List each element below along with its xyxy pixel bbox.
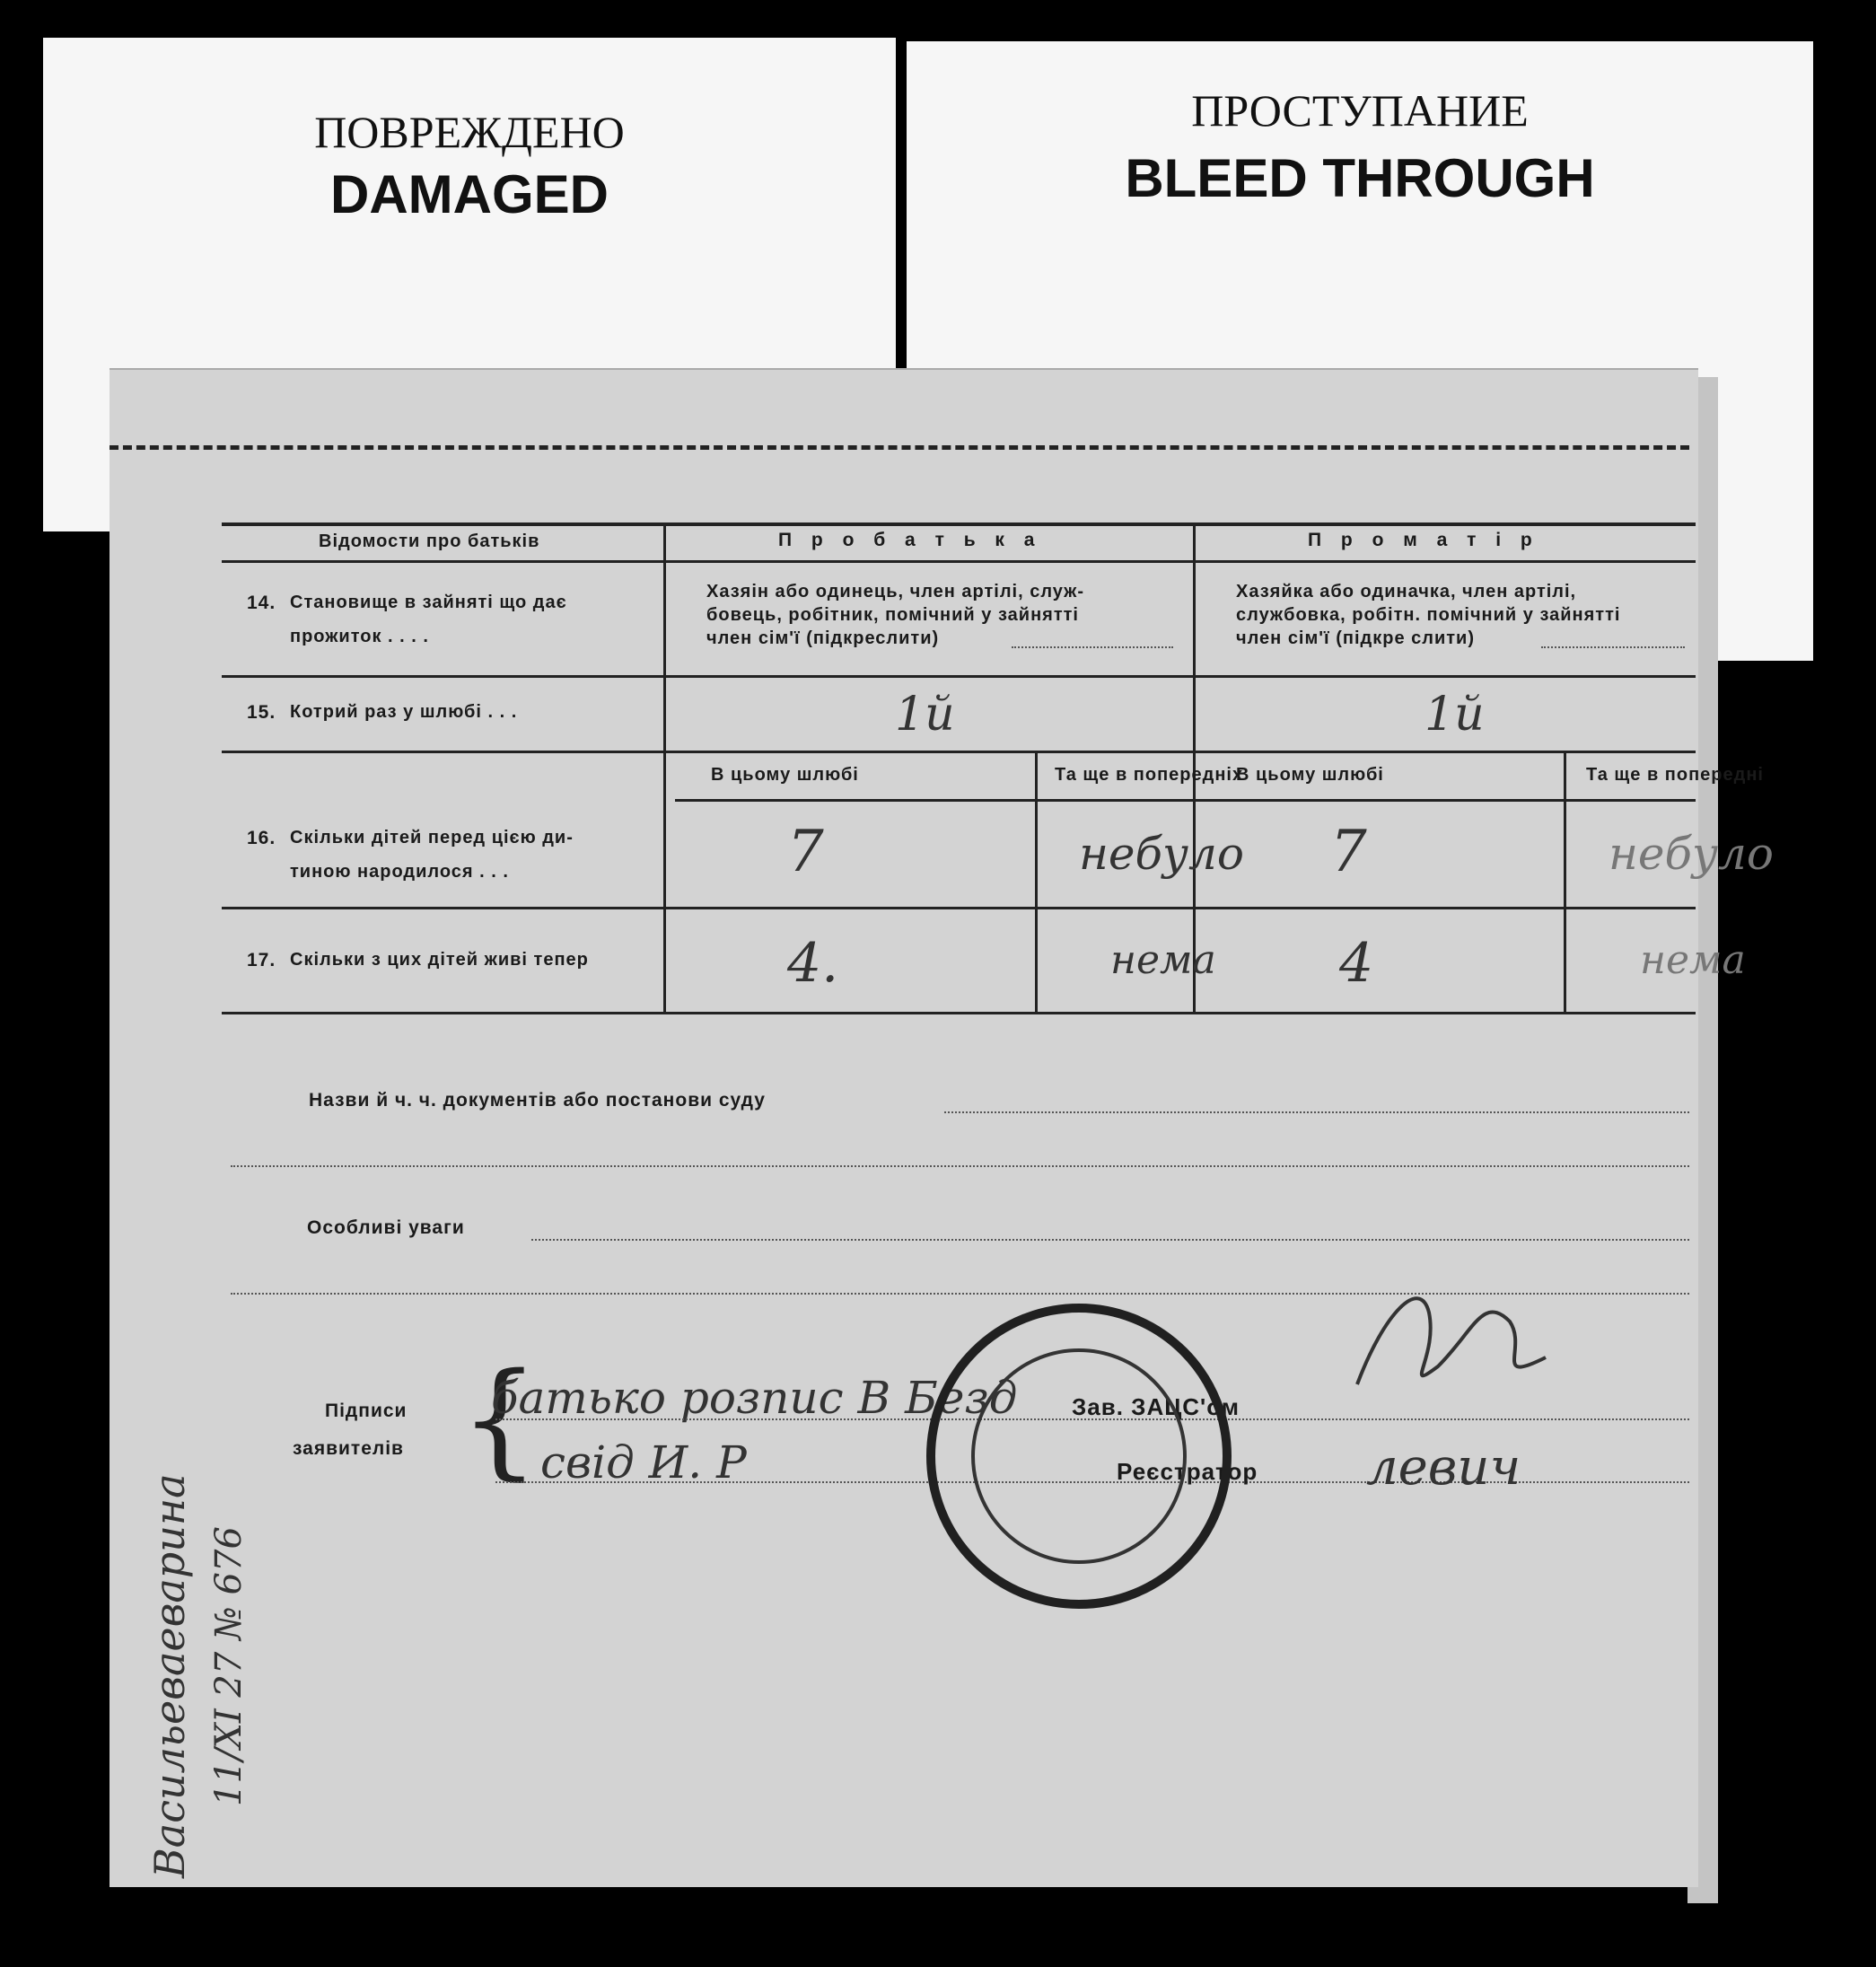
signatures-label-line2: заявителів [293,1438,404,1459]
row17-mother-this: 4 [1339,932,1374,995]
zags-head-label: Зав. ЗАЦС'ом [1072,1393,1240,1420]
header-about-mother: П р о м а т і р [1308,530,1539,550]
subheader-father-previous: Та ще в попередніх [1055,765,1244,785]
header-parents-info: Відомости про батьків [319,531,540,551]
official-round-stamp [926,1304,1232,1609]
row17-label: Скільки з цих дітей живі тепер [290,950,589,970]
row14-father-line3: член сім'ї (підкреслити) [706,628,940,648]
row14-mother-line1: Хазяйка або одиначка, член артілі, [1236,582,1577,602]
subheader-mother-this-marriage: В цьому шлюбі [1236,765,1384,785]
subheader-mother-previous: Та ще в попередні [1586,765,1764,785]
row14-mother-line3: член сім'ї (підкре слити) [1236,628,1475,648]
row14-label-line1: Становище в зайняті що дає [290,593,567,612]
row16-number: 16. [247,828,276,848]
signature-line2-text: свід И. Р [540,1436,747,1488]
damaged-label-en: DAMAGED [330,164,609,224]
margin-note-line1: Васильеваеварина [145,1473,194,1878]
row16-mother-previous: небуло [1609,828,1774,880]
parents-info-table [222,522,1774,1014]
row14-label-line2: прожиток . . . . [290,627,429,646]
row14-father-line1: Хазяін або одинець, член артілі, служ- [706,582,1084,602]
head-signature-mark [1330,1259,1564,1429]
row16-mother-this: 7 [1330,819,1367,885]
row17-number: 17. [247,950,276,970]
row17-father-this: 4. [787,932,839,995]
row16-label-line2: тиною народилося . . . [290,862,509,882]
signatures-brace: { [460,1347,540,1493]
margin-note-line2: 11/ХІ 27 № 676 [208,1526,250,1806]
row14-mother-line2: службовка, робітн. помічний у зайнятті [1236,605,1621,625]
perforation-line [110,445,1689,450]
row17-mother-previous: нема [1640,937,1746,983]
bleed-through-label-ru: ПРОСТУПАНИЕ [1191,85,1529,136]
row16-label-line1: Скільки дітей перед цією ди- [290,828,574,847]
registrar-signature: левич [1366,1438,1521,1497]
header-about-father: П р о б а т ь к а [778,530,1042,550]
row15-mother-value: 1й [1425,688,1485,742]
row14-father-line2: бовець, робітник, помічний у зайнятті [706,605,1079,625]
registrar-label: Реєстратор [1117,1458,1258,1485]
documents-label: Назви й ч. ч. документів або постанови суду [309,1090,766,1111]
registration-form-sheet [110,368,1774,1887]
row16-father-this: 7 [787,819,824,885]
remarks-label: Особливі уваги [307,1217,465,1238]
bleed-through-label-en: BLEED THROUGH [1125,148,1595,208]
signature-line1-text: батько розпис В Безд [491,1372,1018,1424]
row15-label: Котрий раз у шлюбі . . . [290,702,518,722]
subheader-father-this-marriage: В цьому шлюбі [711,765,859,785]
row14-number: 14. [247,593,276,613]
damaged-label-ru: ПОВРЕЖДЕНО [314,107,625,157]
row17-father-previous: нема [1110,937,1216,983]
row15-father-value: 1й [895,688,955,742]
row16-father-previous: небуло [1079,828,1244,880]
signatures-label-line1: Підписи [325,1401,408,1421]
row15-number: 15. [247,702,276,723]
